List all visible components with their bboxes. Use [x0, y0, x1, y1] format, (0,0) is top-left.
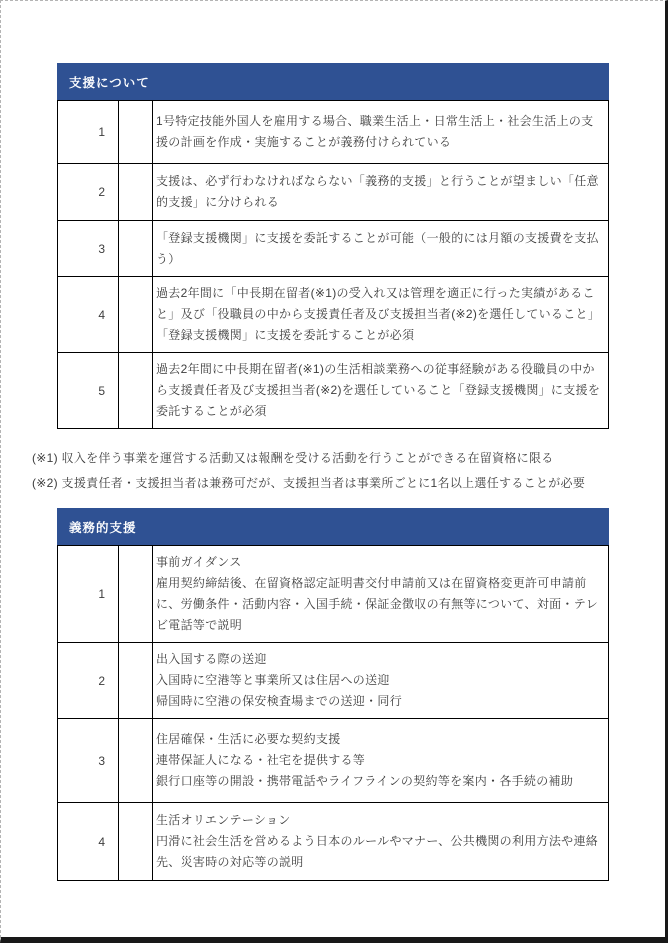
row-spacer-cell	[119, 546, 153, 643]
mandatory-support-table-title: 義務的支援	[57, 508, 609, 545]
row-number-cell: 4	[58, 803, 119, 881]
table-row	[58, 101, 609, 164]
row-text-line: 雇用契約締結後、在留資格認定証明書交付申請前又は在留資格変更許可申請前に、労働条件・活動内容・入国手続・保証金徴収の有無等について、対面・テレビ電話等で説明	[156, 576, 599, 632]
table-row	[58, 353, 609, 429]
row-text-line: 過去2年間に「中長期在留者(※1)の受入れ又は管理を適正に行った実績があること」及び「役職員の中から支援責任者及び支援担当者(※2)を選任していること」「登録支援機関」に支援を委託することが必須	[156, 286, 601, 342]
row-spacer-cell	[119, 803, 153, 881]
row-text-line: 銀行口座等の開設・携帯電話やライフラインの契約等を案内・各手続の補助	[156, 774, 574, 788]
table-row	[58, 221, 609, 277]
mandatory-support-grid	[57, 545, 609, 881]
row-text-cell	[153, 277, 609, 353]
row-number-cell: 2	[58, 643, 119, 719]
row-spacer-cell	[119, 101, 153, 164]
row-text-cell	[153, 221, 609, 277]
row-text-cell	[153, 803, 609, 881]
support-overview-grid	[57, 100, 609, 429]
row-number-cell: 1	[58, 101, 119, 164]
row-number-cell: 3	[58, 221, 119, 277]
table-row	[58, 643, 609, 719]
row-spacer-cell	[119, 719, 153, 803]
row-text-line: 入国時に空港等と事業所又は住居への送迎	[156, 673, 390, 687]
support-overview-table-title: 支援について	[57, 63, 609, 100]
row-text-cell	[153, 101, 609, 164]
row-spacer-cell	[119, 164, 153, 221]
row-text-cell	[153, 353, 609, 429]
row-spacer-cell	[119, 277, 153, 353]
support-overview-table	[57, 63, 609, 429]
row-text-cell	[153, 719, 609, 803]
table-row	[58, 277, 609, 353]
row-text-line: 連帯保証人になる・社宅を提供する等	[156, 753, 366, 767]
row-spacer-cell	[119, 643, 153, 719]
mandatory-support-table	[57, 508, 609, 881]
row-text-line: 事前ガイダンス	[156, 555, 242, 569]
row-text-cell	[153, 643, 609, 719]
row-text-line: 帰国時に空港の保安検査場までの送迎・同行	[156, 694, 403, 708]
footnotes	[32, 446, 625, 496]
row-text-line: 出入国する際の送迎	[156, 652, 267, 666]
table-row	[58, 803, 609, 881]
row-number-cell: 1	[58, 546, 119, 643]
row-text-line: 「登録支援機関」に支援を委託することが可能（一般的には月額の支援費を支払う）	[156, 230, 599, 266]
row-number-cell: 4	[58, 277, 119, 353]
footnote-2: (※2) 支援責任者・支援担当者は兼務可だが、支援担当者は事業所ごとに1名以上選任することが必要	[32, 476, 586, 490]
row-text-line: 1号特定技能外国人を雇用する場合、職業生活上・日常生活上・社会生活上の支援の計画を作成・実施することが義務付けられている	[156, 114, 594, 149]
table-row	[58, 546, 609, 643]
row-text-cell	[153, 546, 609, 643]
row-text-line: 住居確保・生活に必要な契約支援	[156, 732, 341, 746]
row-number-cell: 2	[58, 164, 119, 221]
row-text-line: 過去2年間に中長期在留者(※1)の生活相談業務への従事経験がある役職員の中から支援責任者及び支援担当者(※2)を選任していること「登録支援機関」に支援を委託することが必須	[156, 362, 601, 418]
table-row	[58, 719, 609, 803]
row-text-line: 円滑に社会生活を営めるよう日本のルールやマナー、公共機関の利用方法や連絡先、災害時の対応等の説明	[156, 834, 599, 869]
row-text-line: 生活オリエンテーション	[156, 813, 291, 827]
row-number-cell: 5	[58, 353, 119, 429]
row-text-line: 支援は、必ず行わなければならない「義務的支援」と行うことが望ましい「任意的支援」に分けられる	[156, 174, 599, 209]
footnote-1: (※1) 収入を伴う事業を運営する活動又は報酬を受ける活動を行うことができる在留資格に限る	[32, 451, 554, 465]
row-number-cell: 3	[58, 719, 119, 803]
row-spacer-cell	[119, 353, 153, 429]
row-text-cell	[153, 164, 609, 221]
row-spacer-cell	[119, 221, 153, 277]
table-row	[58, 164, 609, 221]
